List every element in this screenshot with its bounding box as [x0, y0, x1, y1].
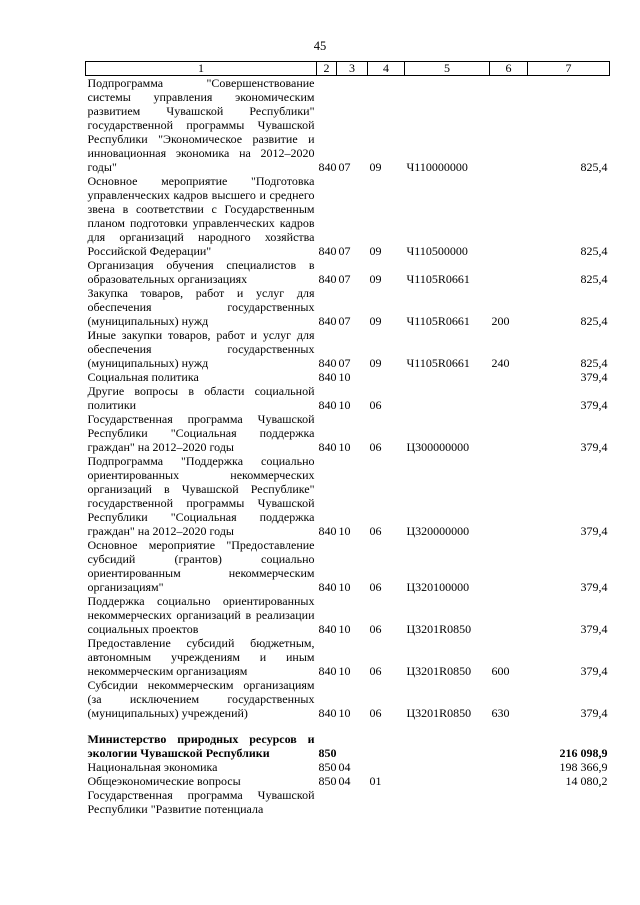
row-expense-type-code	[490, 384, 528, 412]
row-amount: 825,4	[580, 314, 608, 328]
row-subsection-code: 09	[369, 244, 382, 258]
row-amount: 216 098,9	[559, 746, 608, 760]
row-target-article-code	[405, 774, 490, 788]
row-subsection-code: 06	[369, 580, 382, 594]
row-expense-type-code	[490, 454, 528, 538]
row-expense-type-code	[490, 760, 528, 774]
row-ministry-code: 840	[318, 664, 337, 678]
row-ministry-code: 840	[318, 244, 337, 258]
row-ministry-code: 840	[318, 314, 337, 328]
row-ministry-code: 840	[318, 706, 337, 720]
row-ministry-code: 840	[318, 160, 337, 174]
row-amount: 379,4	[580, 664, 608, 678]
row-ministry-code: 850	[318, 746, 337, 760]
row-section-code: 07	[338, 272, 351, 286]
row-expense-type-code	[490, 76, 528, 175]
row-amount: 198 366,9	[559, 760, 608, 774]
row-expense-type-code: 600	[491, 664, 510, 678]
column-header-amount: 7	[528, 62, 610, 76]
row-amount: 825,4	[580, 356, 608, 370]
row-target-article-code: Ч1105R0661	[406, 272, 470, 286]
row-section-code: 04	[338, 760, 351, 774]
row-target-article-code	[405, 384, 490, 412]
row-section-code: 10	[338, 580, 351, 594]
table-row	[86, 258, 610, 286]
row-subsection-code: 06	[369, 706, 382, 720]
row-target-article-code: Ц320000000	[406, 524, 470, 538]
row-expense-type-code	[490, 774, 528, 788]
row-amount: 379,4	[580, 524, 608, 538]
row-subsection-code: 06	[369, 398, 382, 412]
table-row	[86, 412, 610, 454]
table-row	[86, 788, 610, 816]
table-row	[86, 594, 610, 636]
table-header-row	[86, 62, 610, 76]
row-expense-type-code	[490, 370, 528, 384]
row-amount: 825,4	[580, 160, 608, 174]
row-amount: 379,4	[580, 398, 608, 412]
row-name-cell: Другие вопросы в области социальной политики	[87, 384, 315, 412]
row-section-code	[337, 788, 368, 816]
row-section-code: 10	[338, 664, 351, 678]
table-row	[86, 370, 610, 384]
row-target-article-code	[405, 370, 490, 384]
row-name-cell: Министерство природных ресурсов и экологии Чувашской Республики	[87, 732, 315, 760]
row-target-article-code: Ц300000000	[406, 440, 470, 454]
row-subsection-code	[368, 788, 405, 816]
row-name-cell: Предоставление субсидий бюджетным, автономным учреждениям и иным некоммерческим организациям	[87, 636, 315, 678]
row-ministry-code: 840	[318, 440, 337, 454]
table-row	[86, 76, 610, 175]
row-subsection-code: 01	[369, 774, 382, 788]
row-ministry-code: 840	[318, 398, 337, 412]
column-header-target-article: 5	[405, 62, 490, 76]
row-subsection-code: 09	[369, 160, 382, 174]
row-target-article-code: Ц3201R0850	[406, 622, 472, 636]
row-name-cell: Социальная политика	[87, 370, 199, 384]
row-name-cell: Государственная программа Чувашской Республики "Социальная поддержка граждан" на 2012–2020 годы	[87, 412, 315, 454]
row-subsection-code: 09	[369, 356, 382, 370]
table-row	[86, 538, 610, 594]
table-row	[86, 328, 610, 370]
row-section-code: 10	[338, 622, 351, 636]
table-row	[86, 732, 610, 760]
row-name-cell: Подпрограмма "Поддержка социально ориентированных некоммерческих организаций в Чувашской Республике" государственной программы Чувашской Республики "Социальная поддержка граждан" на 2012–2020 годы	[87, 454, 315, 538]
row-name-cell: Национальная экономика	[87, 760, 218, 774]
row-section-code: 10	[338, 370, 351, 384]
row-amount: 379,4	[580, 622, 608, 636]
row-subsection-code: 06	[369, 524, 382, 538]
row-expense-type-code: 200	[491, 314, 510, 328]
row-subsection-code: 06	[369, 622, 382, 636]
page-number: 45	[313, 39, 327, 53]
row-expense-type-code: 630	[491, 706, 510, 720]
row-ministry-code	[317, 788, 337, 816]
row-name-cell: Иные закупки товаров, работ и услуг для обеспечения государственных (муниципальных) нужд	[87, 328, 315, 370]
row-section-code: 07	[338, 314, 351, 328]
row-amount: 379,4	[580, 706, 608, 720]
row-expense-type-code	[490, 412, 528, 454]
row-target-article-code: Ч110500000	[406, 244, 468, 258]
row-target-article-code	[405, 732, 490, 760]
row-expense-type-code	[490, 538, 528, 594]
column-header-expense-type: 6	[490, 62, 528, 76]
row-section-code: 07	[338, 160, 351, 174]
row-ministry-code: 840	[318, 370, 337, 384]
row-expense-type-code	[490, 788, 528, 816]
row-ministry-code: 840	[318, 524, 337, 538]
row-target-article-code: Ч1105R0661	[406, 314, 470, 328]
row-name-cell: Государственная программа Чувашской Республики "Развитие потенциала	[87, 788, 315, 816]
row-subsection-code: 09	[369, 272, 382, 286]
table-row	[86, 678, 610, 720]
row-section-code: 10	[338, 524, 351, 538]
row-section-code: 10	[338, 440, 351, 454]
row-name-cell: Основное мероприятие "Подготовка управленческих кадров высшего и среднего звена в соответствии с Государственным планом подготовки управленческих кадров для организаций народного хозяйства Российской Федерации"	[87, 174, 315, 258]
row-expense-type-code	[490, 258, 528, 286]
row-name-cell: Подпрограмма "Совершенствование системы управления экономическим развитием Чувашской Республики" государственной программы Чувашской Республики "Экономическое развитие и инновационная экономика на 2012–2020 годы"	[87, 76, 315, 174]
row-subsection-code: 06	[369, 440, 382, 454]
row-name-cell: Закупка товаров, работ и услуг для обеспечения государственных (муниципальных) нужд	[87, 286, 315, 328]
row-amount	[528, 788, 610, 816]
row-section-code	[337, 732, 368, 760]
row-section-code: 10	[338, 706, 351, 720]
row-name-cell: Организация обучения специалистов в образовательных организациях	[87, 258, 315, 286]
table-row	[86, 760, 610, 774]
row-section-code: 07	[338, 356, 351, 370]
row-subsection-code	[368, 732, 405, 760]
row-target-article-code: Ч1105R0661	[406, 356, 470, 370]
row-target-article-code	[405, 788, 490, 816]
row-name-cell: Общеэкономические вопросы	[87, 774, 241, 788]
table-row	[86, 454, 610, 538]
row-target-article-code: Ч110000000	[406, 160, 468, 174]
row-expense-type-code	[490, 594, 528, 636]
row-amount: 825,4	[580, 272, 608, 286]
row-ministry-code: 840	[318, 622, 337, 636]
row-ministry-code: 850	[318, 774, 337, 788]
row-target-article-code: Ц3201R0850	[406, 706, 472, 720]
row-name-cell: Поддержка социально ориентированных некоммерческих организаций в реализации социальных проектов	[87, 594, 315, 636]
row-amount: 379,4	[580, 440, 608, 454]
row-amount: 825,4	[580, 244, 608, 258]
spacer-row	[86, 720, 610, 732]
row-target-article-code: Ц3201R0850	[406, 664, 472, 678]
table-row	[86, 174, 610, 258]
row-amount: 379,4	[580, 370, 608, 384]
column-header-section: 3	[337, 62, 368, 76]
row-name-cell: Субсидии некоммерческим организациям (за исключением государственных (муниципальных) учреждений)	[87, 678, 315, 720]
row-expense-type-code	[490, 174, 528, 258]
row-section-code: 04	[338, 774, 351, 788]
column-header-name: 1	[86, 62, 317, 76]
row-ministry-code: 840	[318, 580, 337, 594]
row-subsection-code	[368, 760, 405, 774]
row-subsection-code: 06	[369, 664, 382, 678]
table-row	[86, 636, 610, 678]
row-subsection-code: 09	[369, 314, 382, 328]
row-target-article-code: Ц320100000	[406, 580, 470, 594]
budget-table	[85, 61, 610, 816]
row-section-code: 10	[338, 398, 351, 412]
row-ministry-code: 840	[318, 272, 337, 286]
row-ministry-code: 850	[318, 760, 337, 774]
table-row	[86, 286, 610, 328]
row-name-cell: Основное мероприятие "Предоставление субсидий (грантов) социально ориентированным некоммерческим организациям"	[87, 538, 315, 594]
column-header-ministry: 2	[317, 62, 337, 76]
table-row	[86, 774, 610, 788]
row-section-code: 07	[338, 244, 351, 258]
row-expense-type-code: 240	[491, 356, 510, 370]
table-row	[86, 384, 610, 412]
row-ministry-code: 840	[318, 356, 337, 370]
row-amount: 14 080,2	[565, 774, 608, 788]
row-target-article-code	[405, 760, 490, 774]
row-subsection-code	[368, 370, 405, 384]
row-expense-type-code	[490, 732, 528, 760]
row-amount: 379,4	[580, 580, 608, 594]
column-header-subsection: 4	[368, 62, 405, 76]
